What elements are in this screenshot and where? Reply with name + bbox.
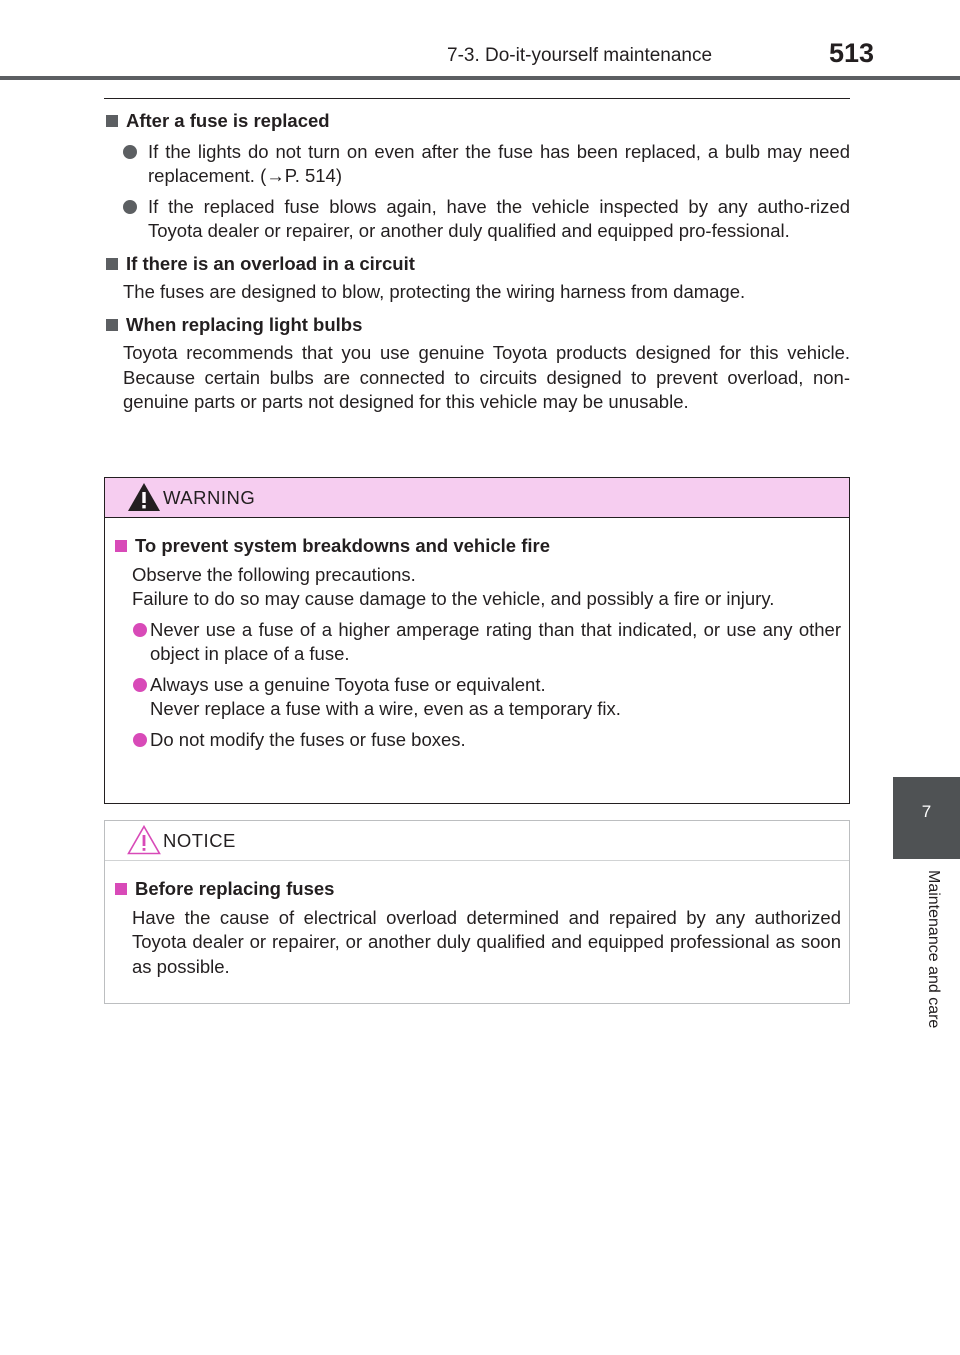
warning-heading — [113, 534, 841, 559]
list-item-text: If the replaced fuse blows again, have the vehicle inspected by any autho-rized Toyota dealer or repairer, or another duly qualified and equipped pro-fessional. — [148, 195, 850, 241]
notice-heading-text: Before replacing fuses — [135, 878, 335, 899]
section-heading-bulbs — [104, 313, 850, 338]
list-item — [113, 618, 841, 667]
page-header — [0, 0, 960, 80]
round-bullet-icon — [133, 623, 147, 637]
paragraph: Toyota recommends that you use genuine Toyota products designed for this vehicle. Because certain bulbs are connected to circuits designed to prevent overload, non-genuine parts or parts not designed for this vehicle may be unusable. — [123, 342, 850, 412]
list-item-text: Always use a genuine Toyota fuse or equivalent. — [150, 673, 546, 695]
section-heading-text: If there is an overload in a circuit — [126, 252, 415, 274]
notice-body — [105, 861, 849, 979]
list-item-text: Never replace a fuse with a wire, even as a temporary fix. — [150, 698, 621, 719]
warning-body — [105, 518, 849, 752]
warning-label: WARNING — [163, 487, 256, 508]
warning-intro-line: Failure to do so may cause damage to the vehicle, and possibly a fire or injury. — [132, 588, 775, 609]
section-heading-overload — [104, 252, 850, 277]
notice-label: NOTICE — [163, 830, 236, 851]
list-item-text: If the lights do not turn on even after the fuse has been replaced, a bulb may need replacement. (→P. 514) — [148, 140, 850, 186]
notice-header — [105, 821, 849, 861]
chapter-title: Maintenance and care — [925, 870, 942, 1029]
warning-intro-line: Observe the following precautions. — [132, 563, 416, 585]
section-heading-after-fuse — [104, 109, 850, 134]
section-title: 7-3. Do-it-yourself maintenance — [447, 45, 713, 66]
list-item — [113, 673, 841, 722]
warning-triangle-icon — [127, 481, 161, 513]
square-bullet-icon — [106, 319, 118, 331]
square-bullet-icon — [115, 540, 127, 552]
paragraph: Have the cause of electrical overload determined and repaired by any authorized Toyota dealer or repairer, or another duly qualified and equipped professional as soon as possible. — [132, 906, 841, 977]
warning-box — [104, 477, 850, 804]
page-number: 513 — [829, 38, 875, 68]
content-top-rule — [104, 98, 850, 99]
list-item — [104, 140, 850, 189]
round-bullet-icon — [133, 733, 147, 747]
section-heading-text: When replacing light bulbs — [126, 313, 363, 335]
paragraph — [113, 563, 841, 612]
list-item-text: Do not modify the fuses or fuse boxes. — [150, 728, 466, 750]
warning-heading-text: To prevent system breakdowns and vehicle fire — [135, 535, 551, 556]
list-item — [104, 195, 850, 244]
list-item — [113, 728, 841, 753]
round-bullet-icon — [123, 200, 137, 214]
round-bullet-icon — [133, 678, 147, 692]
notice-heading — [113, 877, 841, 902]
square-bullet-icon — [115, 883, 127, 895]
warning-header — [105, 478, 849, 518]
square-bullet-icon — [106, 258, 118, 270]
chapter-tab[interactable]: 7 — [893, 777, 960, 859]
list-item-text: Never use a fuse of a higher amperage rating than that indicated, or use any other object in place of a fuse. — [150, 618, 841, 664]
main-content — [104, 98, 850, 415]
square-bullet-icon — [106, 115, 118, 127]
caution-triangle-icon — [127, 824, 161, 856]
round-bullet-icon — [123, 145, 137, 159]
notice-box — [104, 820, 850, 1004]
section-heading-text: After a fuse is replaced — [126, 110, 330, 131]
paragraph: The fuses are designed to blow, protecting the wiring harness from damage. — [123, 281, 746, 302]
header-rule — [0, 76, 960, 80]
